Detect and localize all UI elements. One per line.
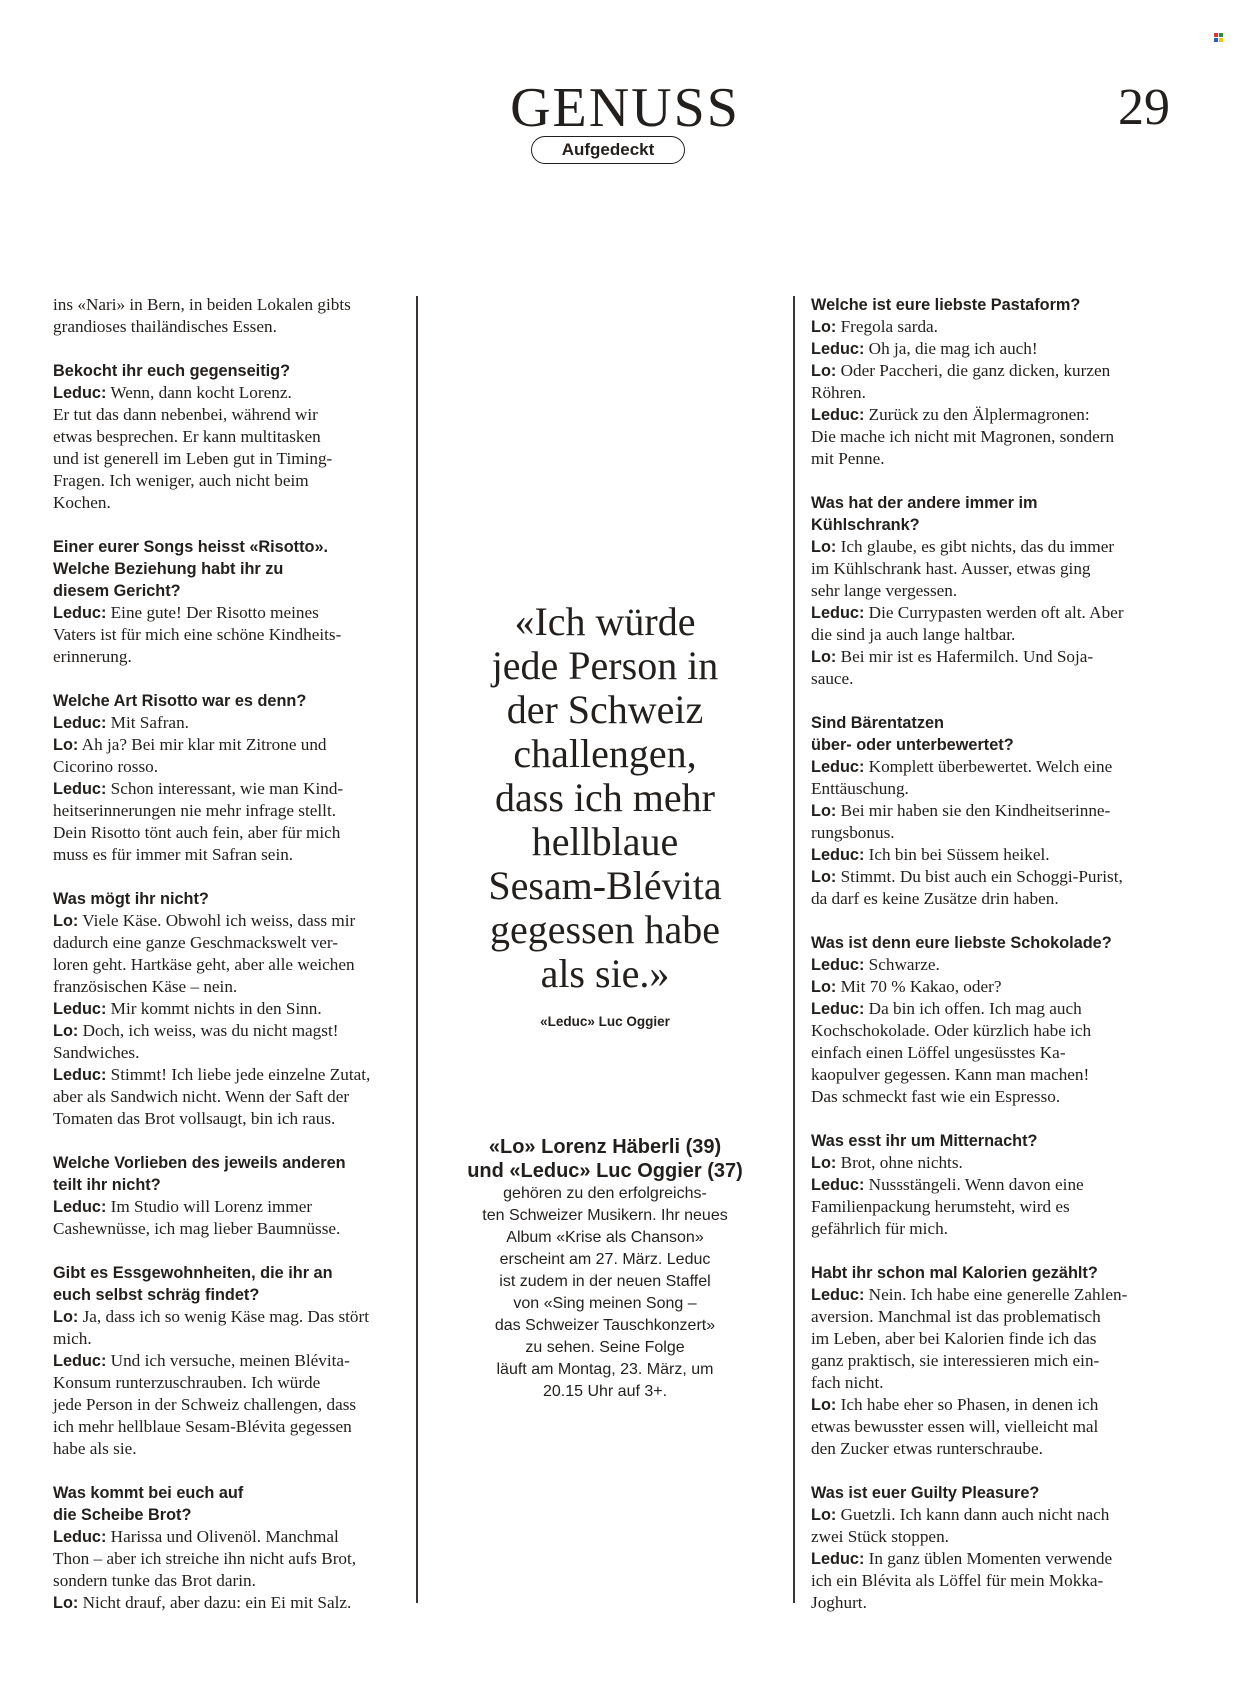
answer-text: Stimmt! Ich liebe jede einzelne Zutat,: [106, 1065, 371, 1084]
answer-text: Fragen. Ich weniger, auch nicht beim: [53, 471, 309, 490]
answer-text: Brot, ohne nichts.: [836, 1153, 963, 1172]
answer-text: im Kühlschrank hast. Ausser, etwas ging: [811, 559, 1091, 578]
answer-line: [811, 822, 1181, 844]
answer-line: [53, 1064, 413, 1086]
question-line: Was esst ihr um Mitternacht?: [811, 1132, 1038, 1150]
bio-text-line: läuft am Montag, 23. März, um: [496, 1361, 714, 1378]
answer-text: Doch, ich weiss, was du nicht magst!: [78, 1021, 339, 1040]
speaker-label: Lo:: [53, 1594, 79, 1612]
answer-line: [53, 1086, 413, 1108]
answer-line: [53, 822, 413, 844]
answer-line: [53, 470, 413, 492]
answer-line: [811, 1174, 1181, 1196]
interview-block: [53, 360, 413, 514]
answer-line: [811, 1064, 1181, 1086]
column-divider-left: [416, 296, 418, 1603]
answer-line: [53, 932, 413, 954]
answer-line: [811, 998, 1181, 1020]
answer-text: aber als Sandwich nicht. Wenn der Saft der: [53, 1087, 350, 1106]
answer-line: [811, 536, 1181, 558]
answer-text: heitserinnerungen nie mehr infrage stellt.: [53, 801, 337, 820]
interview-block: [811, 1130, 1181, 1240]
answer-line: [53, 1416, 413, 1438]
speaker-label: Lo:: [811, 538, 837, 556]
answer-text: kaopulver gegessen. Kann man machen!: [811, 1065, 1090, 1084]
speaker-label: Lo:: [811, 648, 837, 666]
speaker-label: Leduc:: [811, 340, 865, 358]
question-line: Welche Beziehung habt ihr zu: [53, 560, 284, 578]
answer-line: [53, 910, 413, 932]
answer-line: [53, 954, 413, 976]
answer-text: Mit 70 % Kakao, oder?: [836, 977, 1002, 996]
speaker-label: Lo:: [811, 1506, 837, 1524]
pull-quote-attribution: «Leduc» Luc Oggier: [540, 1014, 670, 1029]
question-line: Welche Art Risotto war es denn?: [53, 692, 307, 710]
question-line: Bekocht ihr euch gegenseitig?: [53, 362, 291, 380]
answer-line: [811, 1394, 1181, 1416]
answer-text: und ist generell im Leben gut in Timing-: [53, 449, 333, 468]
speaker-label: Lo:: [53, 1308, 79, 1326]
answer-line: [811, 1548, 1181, 1570]
answer-line: [53, 492, 413, 514]
answer-line: [811, 1592, 1181, 1614]
question-line: Was kommt bei euch auf: [53, 1484, 244, 1502]
answer-text: In ganz üblen Momenten verwende: [864, 1549, 1113, 1568]
answer-line: [53, 1020, 413, 1042]
registration-mark-icon: [1214, 33, 1223, 42]
answer-line: [811, 382, 1181, 404]
answer-line: [53, 1108, 413, 1130]
answer-line: [53, 1306, 413, 1328]
answer-text: ins «Nari» in Bern, in beiden Lokalen gibts: [53, 295, 351, 314]
answer-text: muss es für immer mit Safran sein.: [53, 845, 294, 864]
answer-text: etwas bewusster essen will, vielleicht mal: [811, 1417, 1099, 1436]
answer-line: [811, 558, 1181, 580]
section-badge: Aufgedeckt: [531, 136, 685, 164]
answer-line: [53, 1328, 413, 1350]
answer-text: erinnerung.: [53, 647, 132, 666]
answer-line: [811, 580, 1181, 602]
interview-column-left: [53, 294, 413, 1636]
answer-text: ganz praktisch, sie interessieren mich ein-: [811, 1351, 1100, 1370]
bio-text-line: 20.15 Uhr auf 3+.: [542, 1383, 668, 1400]
answer-text: Sandwiches.: [53, 1043, 140, 1062]
page-number: 29: [1118, 79, 1170, 136]
answer-text: Röhren.: [811, 383, 866, 402]
question-line: Habt ihr schon mal Kalorien gezählt?: [811, 1264, 1098, 1282]
interview-column-right: [811, 294, 1181, 1636]
bio-text-line: erscheint am 27. März. Leduc: [499, 1251, 711, 1268]
answer-line: [811, 1306, 1181, 1328]
answer-text: Harissa und Olivenöl. Manchmal: [106, 1527, 339, 1546]
answer-text: Da bin ich offen. Ich mag auch: [864, 999, 1082, 1018]
answer-text: etwas besprechen. Er kann multitasken: [53, 427, 321, 446]
pull-quote-line: gegessen habe: [490, 907, 720, 952]
answer-text: Cicorino rosso.: [53, 757, 159, 776]
answer-line: [53, 646, 413, 668]
answer-line: [53, 382, 413, 404]
answer-text: Oh ja, die mag ich auch!: [864, 339, 1038, 358]
answer-line: [811, 1218, 1181, 1240]
bio-heading: und «Leduc» Luc Oggier (37): [467, 1160, 743, 1182]
speaker-label: Leduc:: [53, 1528, 107, 1546]
pull-quote-line: hellblaue: [531, 819, 679, 864]
answer-text: Familienpackung herumsteht, wird es: [811, 1197, 1070, 1216]
pull-quote-line: «Ich würde: [514, 599, 696, 644]
answer-text: Mit Safran.: [106, 713, 189, 732]
answer-line: [811, 1020, 1181, 1042]
answer-text: Das schmeckt fast wie ein Espresso.: [811, 1087, 1061, 1106]
bio-text-line: das Schweizer Tauschkonzert»: [494, 1317, 716, 1334]
speaker-label: Lo:: [53, 736, 79, 754]
answer-text: Die Currypasten werden oft alt. Aber: [864, 603, 1124, 622]
answer-line: [811, 1284, 1181, 1306]
question-line: Was ist euer Guilty Pleasure?: [811, 1484, 1040, 1502]
answer-line: [811, 404, 1181, 426]
question-line: Was ist denn eure liebste Schokolade?: [811, 934, 1112, 952]
answer-line: [811, 360, 1181, 382]
answer-text: fach nicht.: [811, 1373, 884, 1392]
answer-line: [811, 602, 1181, 624]
answer-line: [53, 756, 413, 778]
pull-quote-line: challengen,: [513, 731, 697, 776]
pull-quote-line: dass ich mehr: [495, 775, 715, 820]
interview-block: [811, 932, 1181, 1108]
section-title: GENUSS: [510, 77, 740, 139]
answer-line: [53, 844, 413, 866]
answer-line: [53, 998, 413, 1020]
answer-line: [811, 624, 1181, 646]
question-line: Gibt es Essgewohnheiten, die ihr an: [53, 1264, 333, 1282]
answer-text: Joghurt.: [811, 1593, 867, 1612]
interview-block: [811, 492, 1181, 690]
interview-block: [811, 1482, 1181, 1614]
answer-text: Guetzli. Ich kann dann auch nicht nach: [836, 1505, 1110, 1524]
answer-text: Ja, dass ich so wenig Käse mag. Das stört: [78, 1307, 370, 1326]
question-line: diesem Gericht?: [53, 582, 181, 600]
answer-line: [811, 1526, 1181, 1548]
interview-block: [53, 1152, 413, 1240]
speaker-label: Leduc:: [811, 1000, 865, 1018]
pull-quote-line: als sie.»: [540, 951, 670, 996]
answer-text: den Zucker etwas runterschraube.: [811, 1439, 1043, 1458]
speaker-label: Lo:: [811, 362, 837, 380]
answer-text: Kochschokolade. Oder kürzlich habe ich: [811, 1021, 1092, 1040]
answer-line: [811, 646, 1181, 668]
pull-quote-line: Sesam-Blévita: [488, 863, 722, 908]
answer-text: Oder Paccheri, die ganz dicken, kurzen: [836, 361, 1111, 380]
answer-line: [811, 1372, 1181, 1394]
interview-block: [53, 888, 413, 1130]
question-line: teilt ihr nicht?: [53, 1176, 161, 1194]
answer-text: im Leben, aber bei Kalorien finde ich das: [811, 1329, 1097, 1348]
speaker-label: Leduc:: [53, 604, 107, 622]
answer-text: Thon – aber ich streiche ihn nicht aufs Brot,: [53, 1549, 357, 1568]
interview-block: [811, 712, 1181, 910]
question-line: Welche Vorlieben des jeweils anderen: [53, 1154, 346, 1172]
speaker-label: Leduc:: [811, 956, 865, 974]
answer-line: [53, 1548, 413, 1570]
answer-text: französischen Käse – nein.: [53, 977, 238, 996]
answer-text: Eine gute! Der Risotto meines: [106, 603, 319, 622]
speaker-label: Leduc:: [811, 604, 865, 622]
answer-line: [811, 1196, 1181, 1218]
speaker-label: Leduc:: [53, 1066, 107, 1084]
question-line: Welche ist eure liebste Pastaform?: [811, 296, 1081, 314]
answer-text: Im Studio will Lorenz immer: [106, 1197, 313, 1216]
answer-line: [53, 1350, 413, 1372]
artist-bio: [430, 1135, 780, 1403]
interview-block: [53, 1482, 413, 1614]
answer-text: Enttäuschung.: [811, 779, 909, 798]
speaker-label: Lo:: [53, 1022, 79, 1040]
answer-line: [53, 1592, 413, 1614]
answer-text: Viele Käse. Obwohl ich weiss, dass mir: [78, 911, 356, 930]
answer-text: ich ein Blévita als Löffel für mein Mokka-: [811, 1571, 1104, 1590]
answer-line: [811, 1328, 1181, 1350]
question-line: Was hat der andere immer im: [811, 494, 1038, 512]
answer-line: [811, 426, 1181, 448]
answer-line: [53, 1218, 413, 1240]
answer-line: [53, 404, 413, 426]
answer-line: [811, 1042, 1181, 1064]
answer-text: zwei Stück stoppen.: [811, 1527, 949, 1546]
bio-text-line: ten Schweizer Musikern. Ihr neues: [482, 1207, 728, 1224]
answer-text: Cashewnüsse, ich mag lieber Baumnüsse.: [53, 1219, 341, 1238]
answer-line: [53, 1042, 413, 1064]
answer-line: [53, 316, 413, 338]
answer-text: Bei mir haben sie den Kindheitserinne-: [836, 801, 1111, 820]
answer-text: Ich glaube, es gibt nichts, das du immer: [836, 537, 1115, 556]
interview-block: [53, 1262, 413, 1460]
answer-line: [53, 800, 413, 822]
answer-line: [53, 602, 413, 624]
answer-line: [811, 668, 1181, 690]
answer-line: [811, 866, 1181, 888]
answer-text: Die mache ich nicht mit Magronen, sondern: [811, 427, 1115, 446]
answer-text: sauce.: [811, 669, 854, 688]
answer-text: aversion. Manchmal ist das problematisch: [811, 1307, 1101, 1326]
answer-text: Vaters ist für mich eine schöne Kindheits-: [53, 625, 342, 644]
speaker-label: Leduc:: [811, 758, 865, 776]
interview-block: [53, 690, 413, 866]
answer-text: Schon interessant, wie man Kind-: [106, 779, 344, 798]
answer-line: [811, 1086, 1181, 1108]
answer-text: mit Penne.: [811, 449, 885, 468]
answer-text: Schwarze.: [864, 955, 940, 974]
answer-text: Ich bin bei Süssem heikel.: [864, 845, 1050, 864]
answer-line: [811, 888, 1181, 910]
interview-block: [811, 1262, 1181, 1460]
answer-text: sehr lange vergessen.: [811, 581, 958, 600]
interview-block: [53, 294, 413, 338]
answer-line: [53, 448, 413, 470]
speaker-label: Lo:: [811, 1154, 837, 1172]
answer-text: gefährlich für mich.: [811, 1219, 948, 1238]
answer-line: [53, 1372, 413, 1394]
speaker-label: Leduc:: [811, 846, 865, 864]
answer-line: [53, 1438, 413, 1460]
column-divider-right: [793, 296, 795, 1603]
answer-line: [811, 976, 1181, 998]
answer-text: grandioses thailändisches Essen.: [53, 317, 277, 336]
speaker-label: Lo:: [811, 1396, 837, 1414]
answer-line: [811, 844, 1181, 866]
answer-text: Und ich versuche, meinen Blévita-: [106, 1351, 350, 1370]
speaker-label: Lo:: [811, 318, 837, 336]
answer-text: rungsbonus.: [811, 823, 895, 842]
answer-text: Ich habe eher so Phasen, in denen ich: [836, 1395, 1099, 1414]
answer-line: [53, 1196, 413, 1218]
bio-text-line: Album «Krise als Chanson»: [506, 1229, 704, 1246]
answer-text: Nein. Ich habe eine generelle Zahlen-: [864, 1285, 1128, 1304]
answer-text: Konsum runterzuschrauben. Ich würde: [53, 1373, 321, 1392]
answer-text: Stimmt. Du bist auch ein Schoggi-Purist,: [836, 867, 1123, 886]
answer-text: jede Person in der Schweiz challengen, dass: [53, 1395, 357, 1414]
answer-line: [811, 448, 1181, 470]
answer-line: [53, 624, 413, 646]
speaker-label: Leduc:: [53, 780, 107, 798]
question-line: die Scheibe Brot?: [53, 1506, 192, 1524]
question-line: Kühlschrank?: [811, 516, 920, 534]
speaker-label: Leduc:: [811, 406, 865, 424]
speaker-label: Leduc:: [811, 1550, 865, 1568]
bio-heading: «Lo» Lorenz Häberli (39): [488, 1136, 722, 1158]
speaker-label: Lo:: [53, 912, 79, 930]
answer-text: Wenn, dann kocht Lorenz.: [106, 383, 292, 402]
pull-quote-line: jede Person in: [491, 643, 719, 688]
answer-line: [811, 800, 1181, 822]
answer-line: [53, 734, 413, 756]
answer-line: [811, 1350, 1181, 1372]
answer-text: ich mehr hellblaue Sesam-Blévita gegessen: [53, 1417, 352, 1436]
answer-line: [811, 1416, 1181, 1438]
answer-text: Kochen.: [53, 493, 111, 512]
answer-line: [53, 1394, 413, 1416]
answer-text: Nicht drauf, aber dazu: ein Ei mit Salz.: [78, 1593, 352, 1612]
bio-text-line: von «Sing meinen Song –: [513, 1295, 697, 1312]
answer-text: die sind ja auch lange haltbar.: [811, 625, 1016, 644]
answer-text: Bei mir ist es Hafermilch. Und Soja-: [836, 647, 1094, 666]
answer-line: [53, 1526, 413, 1548]
answer-line: [811, 756, 1181, 778]
bio-text-line: gehören zu den erfolgreichs-: [503, 1185, 707, 1202]
pull-quote: [440, 600, 770, 996]
answer-line: [811, 1570, 1181, 1592]
answer-line: [811, 1152, 1181, 1174]
answer-text: mich.: [53, 1329, 92, 1348]
bio-text-line: ist zudem in der neuen Staffel: [499, 1273, 711, 1290]
speaker-label: Leduc:: [811, 1286, 865, 1304]
speaker-label: Leduc:: [53, 1000, 107, 1018]
answer-line: [53, 294, 413, 316]
answer-text: Fregola sarda.: [836, 317, 938, 336]
question-line: Einer eurer Songs heisst «Risotto».: [53, 538, 329, 556]
question-line: Was mögt ihr nicht?: [53, 890, 209, 908]
answer-text: Tomaten das Brot vollsaugt, bin ich raus.: [53, 1109, 336, 1128]
speaker-label: Leduc:: [53, 1352, 107, 1370]
answer-text: habe als sie.: [53, 1439, 137, 1458]
answer-line: [53, 426, 413, 448]
speaker-label: Lo:: [811, 868, 837, 886]
pull-quote-line: der Schweiz: [506, 687, 704, 732]
answer-line: [53, 778, 413, 800]
speaker-label: Lo:: [811, 802, 837, 820]
answer-text: da darf es keine Zusätze drin haben.: [811, 889, 1059, 908]
answer-text: Nussstängeli. Wenn davon eine: [864, 1175, 1084, 1194]
question-line: Sind Bärentatzen: [811, 714, 944, 732]
answer-text: loren geht. Hartkäse geht, aber alle weichen: [53, 955, 355, 974]
answer-text: Er tut das dann nebenbei, während wir: [53, 405, 318, 424]
speaker-label: Leduc:: [53, 1198, 107, 1216]
answer-text: Komplett überbewertet. Welch eine: [864, 757, 1113, 776]
question-line: euch selbst schräg findet?: [53, 1286, 260, 1304]
speaker-label: Leduc:: [811, 1176, 865, 1194]
answer-line: [811, 1438, 1181, 1460]
answer-text: Mir kommt nichts in den Sinn.: [106, 999, 322, 1018]
answer-line: [811, 1504, 1181, 1526]
answer-text: dadurch eine ganze Geschmackswelt ver-: [53, 933, 339, 952]
speaker-label: Leduc:: [53, 384, 107, 402]
speaker-label: Lo:: [811, 978, 837, 996]
answer-line: [53, 712, 413, 734]
answer-line: [53, 976, 413, 998]
answer-text: einfach einen Löffel ungesüsstes Ka-: [811, 1043, 1066, 1062]
answer-line: [53, 1570, 413, 1592]
bio-text-line: zu sehen. Seine Folge: [525, 1339, 685, 1356]
interview-block: [53, 536, 413, 668]
answer-text: Dein Risotto tönt auch fein, aber für mich: [53, 823, 341, 842]
answer-line: [811, 954, 1181, 976]
interview-block: [811, 294, 1181, 470]
answer-text: Ah ja? Bei mir klar mit Zitrone und: [78, 735, 327, 754]
answer-line: [811, 338, 1181, 360]
answer-text: sondern tunke das Brot darin.: [53, 1571, 256, 1590]
answer-line: [811, 778, 1181, 800]
speaker-label: Leduc:: [53, 714, 107, 732]
question-line: über- oder unterbewertet?: [811, 736, 1014, 754]
answer-line: [811, 316, 1181, 338]
answer-text: Zurück zu den Älplermagronen:: [864, 405, 1090, 424]
